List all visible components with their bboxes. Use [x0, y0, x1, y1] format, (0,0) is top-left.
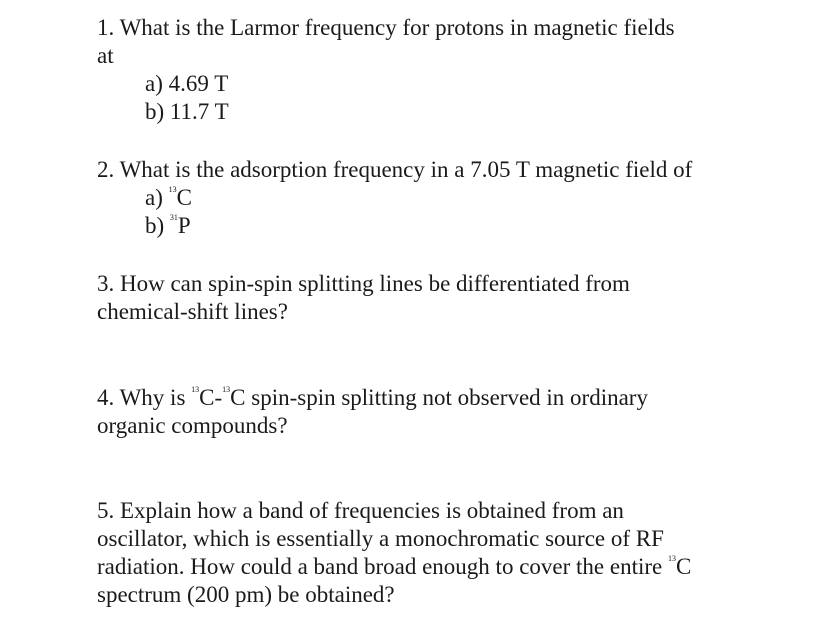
- isotope-mass: 31: [169, 213, 178, 222]
- question-3-text-1: How can spin-spin splitting lines be differentiated from: [120, 271, 630, 296]
- question-1-option-a: a) 4.69 T: [145, 71, 229, 96]
- isotope-mass: 13: [222, 385, 231, 394]
- question-5-line-4: spectrum (200 pm) be obtained?: [97, 582, 395, 607]
- question-5-text-1: Explain how a band of frequencies is obtained from an: [120, 498, 624, 523]
- question-1-line-1: [97, 14, 675, 42]
- question-2-line-1: [97, 156, 692, 184]
- question-3-line-1: [97, 270, 630, 298]
- question-5-line-3: radiation. How could a band broad enough to cover the entire $^{13}$C: [97, 554, 692, 579]
- question-5-line-1: [97, 497, 624, 525]
- question-2-number: 2.: [97, 157, 115, 182]
- question-3-number: 3.: [97, 271, 115, 296]
- question-3-line-2: chemical-shift lines?: [97, 299, 288, 324]
- question-1-number: 1.: [97, 15, 115, 40]
- question-4-line-1: 4. Why is $^{13}$C-$^{13}$C spin-spin splitting not observed in ordinary: [97, 385, 648, 410]
- question-1-line-2: at: [97, 43, 114, 68]
- question-5-line-2: oscillator, which is essentially a monochromatic source of RF: [97, 526, 664, 551]
- question-2-option-b: b) $^{31}$P: [145, 213, 191, 238]
- isotope-mass: 13: [168, 185, 177, 194]
- question-2-option-a: a) $^{13}$C: [145, 185, 192, 210]
- isotope-mass: 13: [191, 385, 200, 394]
- question-5-number: 5.: [97, 498, 115, 523]
- question-1-option-b: b) 11.7 T: [145, 99, 229, 124]
- question-2-text-1: What is the adsorption frequency in a 7.05 T magnetic field of: [119, 157, 693, 182]
- question-4-number: 4.: [97, 385, 115, 410]
- isotope-mass: 13: [667, 554, 676, 563]
- question-1-text-1: What is the Larmor frequency for protons in magnetic fields: [119, 15, 675, 40]
- question-4-line-2: organic compounds?: [97, 413, 288, 438]
